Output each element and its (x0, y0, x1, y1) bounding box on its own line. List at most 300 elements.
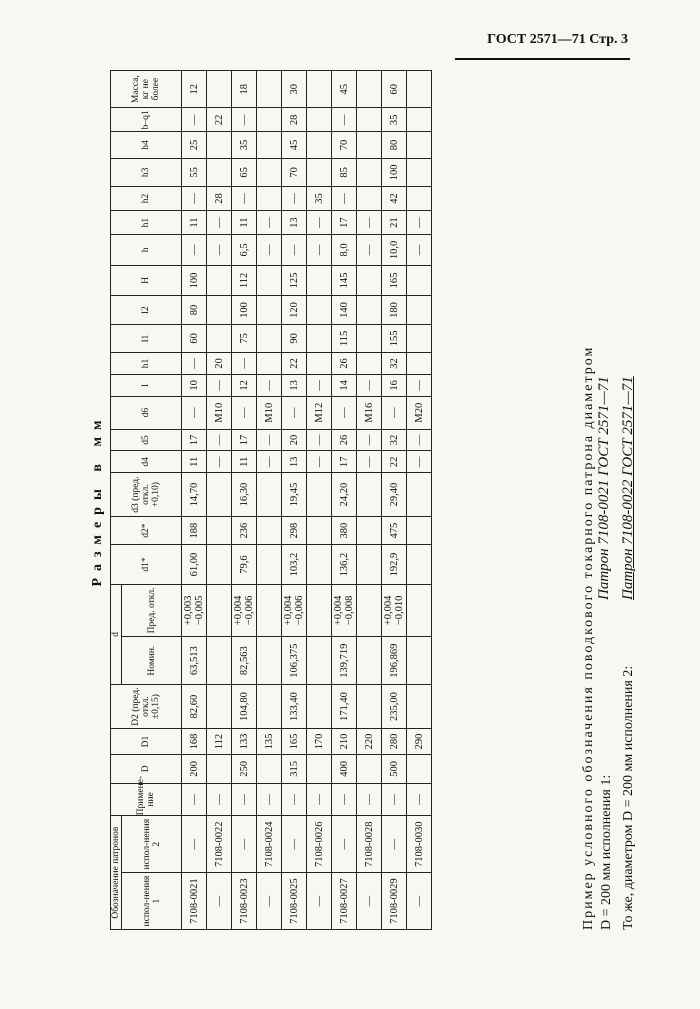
table-cell: 11 (232, 451, 257, 473)
table-cell (407, 296, 432, 324)
table-cell: 400 (332, 755, 357, 783)
table-cell: — (182, 396, 207, 429)
table-cell: — (207, 211, 232, 235)
table-cell: — (332, 108, 357, 132)
table-cell: — (182, 235, 207, 266)
table-cell (407, 353, 432, 375)
table-row (332, 71, 357, 930)
table-cell: 7108-0025 (282, 873, 307, 930)
table-cell: — (207, 429, 232, 451)
table-cell: 13 (282, 211, 307, 235)
table-cell: 139,719 (332, 637, 357, 685)
table-cell: 103,2 (282, 545, 307, 584)
col-application: Примене-ние (111, 783, 182, 816)
table-cell: 70 (282, 158, 307, 186)
table-cell (307, 637, 332, 685)
table-cell: M10 (207, 396, 232, 429)
table-cell: 75 (232, 324, 257, 352)
table-cell (357, 132, 382, 158)
table-cell: 100 (182, 265, 207, 296)
table-cell: 29,40 (382, 473, 407, 517)
table-cell: — (182, 187, 207, 211)
table-cell: — (282, 187, 307, 211)
table-cell (357, 108, 382, 132)
table-cell (407, 132, 432, 158)
table-cell: 7108-0029 (382, 873, 407, 930)
col-d1: d1* (111, 545, 182, 584)
table-caption: Размеры в мм (90, 413, 105, 587)
table-cell: 17 (182, 429, 207, 451)
table-cell: — (257, 873, 282, 930)
table-cell (257, 132, 282, 158)
col-d6: d6 (111, 396, 182, 429)
table-cell: 100 (382, 158, 407, 186)
table-cell (207, 132, 232, 158)
table-cell: — (407, 235, 432, 266)
table-cell: 14 (332, 374, 357, 396)
table-cell (357, 324, 382, 352)
table-cell: 22 (382, 451, 407, 473)
table-cell: — (407, 211, 432, 235)
table-cell: 135 (257, 728, 282, 754)
table-cell: — (182, 108, 207, 132)
table-cell (257, 158, 282, 186)
col-D: D (111, 755, 182, 783)
table-cell: 61,00 (182, 545, 207, 584)
table-cell (357, 353, 382, 375)
table-cell: 85 (332, 158, 357, 186)
col-bq: b–q1 (111, 108, 182, 132)
table-cell: 104,80 (232, 685, 257, 729)
table-cell: 170 (307, 728, 332, 754)
table-body (182, 71, 432, 930)
table-cell: 106,375 (282, 637, 307, 685)
table-cell: 192,9 (382, 545, 407, 584)
table-cell (207, 296, 232, 324)
col-mass: Масса, кг не более (111, 71, 182, 108)
table-cell: 35 (382, 108, 407, 132)
col-h3: h3 (111, 158, 182, 186)
table-cell: 80 (182, 296, 207, 324)
table-cell: — (282, 783, 307, 816)
table-cell: — (357, 873, 382, 930)
table-cell: — (407, 429, 432, 451)
table-cell: 6,5 (232, 235, 257, 266)
col-exec1: испол-нения 1 (122, 873, 182, 930)
table-cell: 500 (382, 755, 407, 783)
table-cell: 7108-0026 (307, 816, 332, 873)
table-cell: 20 (207, 353, 232, 375)
table-cell: 133 (232, 728, 257, 754)
table-row (232, 71, 257, 930)
table-cell: 220 (357, 728, 382, 754)
table-cell: 7108-0021 (182, 873, 207, 930)
table-cell: 26 (332, 429, 357, 451)
table-cell: — (357, 783, 382, 816)
table-cell: 475 (382, 516, 407, 544)
table-cell (307, 685, 332, 729)
table-cell: 7108-0022 (207, 816, 232, 873)
table-cell: 7108-0030 (407, 816, 432, 873)
table-cell (207, 324, 232, 352)
table-cell (257, 516, 282, 544)
col-d2: d2* (111, 516, 182, 544)
table-cell (257, 755, 282, 783)
table-cell: — (182, 353, 207, 375)
table-cell: 133,40 (282, 685, 307, 729)
table-cell: 24,20 (332, 473, 357, 517)
table-cell: 250 (232, 755, 257, 783)
table-cell: 25 (182, 132, 207, 158)
table-cell: — (357, 429, 382, 451)
col-D1: D1 (111, 728, 182, 754)
table-cell: 35 (307, 187, 332, 211)
col-H: H (111, 265, 182, 296)
table-cell (307, 755, 332, 783)
table-cell: 21 (382, 211, 407, 235)
table-cell (257, 108, 282, 132)
table-cell: 30 (282, 71, 307, 108)
table-cell: 11 (182, 451, 207, 473)
table-cell: +0,004 −0,008 (332, 584, 357, 636)
table-cell: — (307, 429, 332, 451)
table-cell (257, 296, 282, 324)
table-cell (257, 545, 282, 584)
table-cell: — (332, 187, 357, 211)
table-cell (307, 265, 332, 296)
table-cell: 55 (182, 158, 207, 186)
table-cell: 63,513 (182, 637, 207, 685)
table-cell: 32 (382, 429, 407, 451)
table-cell: 120 (282, 296, 307, 324)
table-cell: 18 (232, 71, 257, 108)
table-cell: 19,45 (282, 473, 307, 517)
table-cell: 32 (382, 353, 407, 375)
table-cell (357, 685, 382, 729)
table-cell: — (207, 783, 232, 816)
table-cell (357, 158, 382, 186)
table-cell (357, 584, 382, 636)
table-cell (307, 108, 332, 132)
table-cell: — (257, 451, 282, 473)
table-cell: M16 (357, 396, 382, 429)
table-cell (207, 755, 232, 783)
table-cell: 17 (332, 451, 357, 473)
col-h: h (111, 235, 182, 266)
col-h4: h4 (111, 132, 182, 158)
table-cell: — (382, 783, 407, 816)
table-cell (357, 187, 382, 211)
table-cell (357, 516, 382, 544)
table-cell: 7108-0027 (332, 873, 357, 930)
col-d-nom: Номин. (122, 637, 182, 685)
table-cell: 16 (382, 374, 407, 396)
col-h2: h2 (111, 187, 182, 211)
table-cell: — (257, 783, 282, 816)
table-cell: 180 (382, 296, 407, 324)
table-cell (407, 158, 432, 186)
table-cell: — (357, 451, 382, 473)
table-row (382, 71, 407, 930)
table-cell: — (357, 374, 382, 396)
col-designation: Обозначение патронов (111, 816, 122, 930)
table-cell: 13 (282, 451, 307, 473)
table-cell: 42 (382, 187, 407, 211)
table-cell: — (332, 783, 357, 816)
rotated-content (90, 70, 650, 930)
table-cell: 82,563 (232, 637, 257, 685)
same-label: То же, диаметром D = 200 мм исполнения 2: (621, 665, 636, 930)
table-cell (207, 637, 232, 685)
table-cell: 136,2 (332, 545, 357, 584)
table-row (257, 71, 282, 930)
table-cell (207, 265, 232, 296)
table-cell: +0,004 −0,006 (232, 584, 257, 636)
table-cell: 140 (332, 296, 357, 324)
table-cell (407, 108, 432, 132)
table-row (182, 71, 207, 930)
col-d: d (111, 584, 122, 685)
table-cell (257, 324, 282, 352)
table-cell: 22 (282, 353, 307, 375)
table-cell: +0,004 −0,010 (382, 584, 407, 636)
table-cell: — (282, 816, 307, 873)
table-cell: 12 (182, 71, 207, 108)
table-cell (407, 473, 432, 517)
table-cell: 11 (182, 211, 207, 235)
table-cell: 80 (382, 132, 407, 158)
table-cell: 22 (207, 108, 232, 132)
table-cell (407, 584, 432, 636)
table-cell: 10 (182, 374, 207, 396)
table-cell: — (407, 873, 432, 930)
table-cell: — (257, 211, 282, 235)
table-cell: 235,00 (382, 685, 407, 729)
table-cell: 14,70 (182, 473, 207, 517)
table-cell (307, 296, 332, 324)
table-cell: 8,0 (332, 235, 357, 266)
table-cell (257, 584, 282, 636)
table-cell: — (232, 108, 257, 132)
col-d4: d4 (111, 451, 182, 473)
table-cell: +0,003 −0,005 (182, 584, 207, 636)
table-cell (357, 296, 382, 324)
table-cell (257, 265, 282, 296)
table-cell: 10,0 (382, 235, 407, 266)
table-cell: — (307, 235, 332, 266)
table-cell: M10 (257, 396, 282, 429)
table-cell: 16,30 (232, 473, 257, 517)
table-cell: — (232, 816, 257, 873)
table-cell: M12 (307, 396, 332, 429)
table-cell: — (407, 783, 432, 816)
table-cell: 196,869 (382, 637, 407, 685)
table-cell: 20 (282, 429, 307, 451)
table-cell: 60 (182, 324, 207, 352)
table-cell (207, 158, 232, 186)
table-cell: — (257, 374, 282, 396)
table-cell (407, 71, 432, 108)
table-cell (407, 265, 432, 296)
table-cell: 13 (282, 374, 307, 396)
table-cell (257, 353, 282, 375)
table-cell: 82,60 (182, 685, 207, 729)
col-d3: d3 (пред. откл. +0,10) (111, 473, 182, 517)
table-cell (207, 473, 232, 517)
table-cell (357, 473, 382, 517)
table-cell (307, 353, 332, 375)
table-cell: 45 (282, 132, 307, 158)
table-cell (307, 324, 332, 352)
table-cell (357, 71, 382, 108)
table-cell: 115 (332, 324, 357, 352)
table-cell: — (407, 374, 432, 396)
table-cell: — (207, 873, 232, 930)
table-cell: — (257, 235, 282, 266)
table-cell: — (232, 396, 257, 429)
table-cell: 188 (182, 516, 207, 544)
table-cell: — (307, 451, 332, 473)
table-cell: 165 (282, 728, 307, 754)
table-cell: — (382, 396, 407, 429)
table-cell: 17 (232, 429, 257, 451)
table-row (307, 71, 332, 930)
table-cell (257, 71, 282, 108)
table-cell: — (207, 235, 232, 266)
example-label: Пример условного обозначения поводкового токарного патрона диаметром (581, 345, 596, 930)
table-cell (307, 545, 332, 584)
dimensions-table (110, 70, 432, 930)
page-header: ГОСТ 2571—71 Стр. 3 (487, 32, 628, 47)
table-cell: 145 (332, 265, 357, 296)
table-cell: 236 (232, 516, 257, 544)
table-cell: — (332, 396, 357, 429)
table-cell (307, 516, 332, 544)
table-cell: — (407, 451, 432, 473)
table-cell: 35 (232, 132, 257, 158)
table-cell: 7108-0028 (357, 816, 382, 873)
table-cell: +0,004 −0,006 (282, 584, 307, 636)
table-cell (207, 545, 232, 584)
table-cell (407, 755, 432, 783)
table-cell (357, 545, 382, 584)
table-cell (407, 545, 432, 584)
table-cell: — (307, 783, 332, 816)
table-cell (407, 685, 432, 729)
table-cell: — (207, 451, 232, 473)
table-cell: M20 (407, 396, 432, 429)
col-l2: l2 (111, 296, 182, 324)
table-cell (307, 132, 332, 158)
table-cell: 165 (382, 265, 407, 296)
table-cell: 60 (382, 71, 407, 108)
header-rule (455, 58, 630, 60)
table-cell: — (182, 816, 207, 873)
table-cell: — (282, 396, 307, 429)
table-cell: 315 (282, 755, 307, 783)
table-cell: — (357, 235, 382, 266)
table-cell (407, 324, 432, 352)
table-cell: 200 (182, 755, 207, 783)
table-cell (257, 637, 282, 685)
table-cell: — (232, 783, 257, 816)
table-cell: 125 (282, 265, 307, 296)
table-row (357, 71, 382, 930)
table-cell (207, 685, 232, 729)
table-cell (257, 473, 282, 517)
table-cell (307, 158, 332, 186)
col-D2: D2 (пред. откл. ±0,15) (111, 685, 182, 729)
table-row (207, 71, 232, 930)
table-cell: 7108-0024 (257, 816, 282, 873)
col-l1: l1 (111, 324, 182, 352)
example-d: D = 200 мм исполнения 1: (599, 774, 614, 930)
table-cell: — (307, 374, 332, 396)
table-cell (257, 187, 282, 211)
table-cell: 112 (207, 728, 232, 754)
table-cell (207, 71, 232, 108)
table-cell: 7108-0023 (232, 873, 257, 930)
table-row (282, 71, 307, 930)
table-cell: — (182, 783, 207, 816)
col-h1a: h1 (111, 353, 182, 375)
table-cell: 45 (332, 71, 357, 108)
col-exec2: испол-нения 2 (122, 816, 182, 873)
table-cell: 28 (282, 108, 307, 132)
table-cell: 100 (232, 296, 257, 324)
table-cell: — (257, 429, 282, 451)
table-cell: — (332, 816, 357, 873)
table-cell: 210 (332, 728, 357, 754)
table-cell: — (207, 374, 232, 396)
table-cell: 26 (332, 353, 357, 375)
table-cell: — (282, 235, 307, 266)
table-cell (207, 584, 232, 636)
table-cell: 168 (182, 728, 207, 754)
table-cell (307, 71, 332, 108)
table-cell: 79,6 (232, 545, 257, 584)
table-cell: 171,40 (332, 685, 357, 729)
table-cell: 380 (332, 516, 357, 544)
table-cell: — (307, 211, 332, 235)
table-cell: — (307, 873, 332, 930)
table-cell (307, 473, 332, 517)
table-cell: — (232, 353, 257, 375)
table-cell: 28 (207, 187, 232, 211)
table-cell: 112 (232, 265, 257, 296)
table-cell: — (382, 816, 407, 873)
table-cell (407, 637, 432, 685)
table-cell (257, 685, 282, 729)
table-cell (407, 516, 432, 544)
table-cell (357, 755, 382, 783)
table-cell: 65 (232, 158, 257, 186)
table-cell (407, 187, 432, 211)
table-cell (357, 637, 382, 685)
table-row (407, 71, 432, 930)
table-cell (207, 516, 232, 544)
table-cell: 12 (232, 374, 257, 396)
table-cell: 90 (282, 324, 307, 352)
table-cell: 290 (407, 728, 432, 754)
col-l: l (111, 374, 182, 396)
table-cell (357, 265, 382, 296)
example2: Патрон 7108-0022 ГОСТ 2571—71 (620, 376, 636, 600)
table-cell: 155 (382, 324, 407, 352)
col-d5: d5 (111, 429, 182, 451)
table-cell (307, 584, 332, 636)
col-h1: h1 (111, 211, 182, 235)
